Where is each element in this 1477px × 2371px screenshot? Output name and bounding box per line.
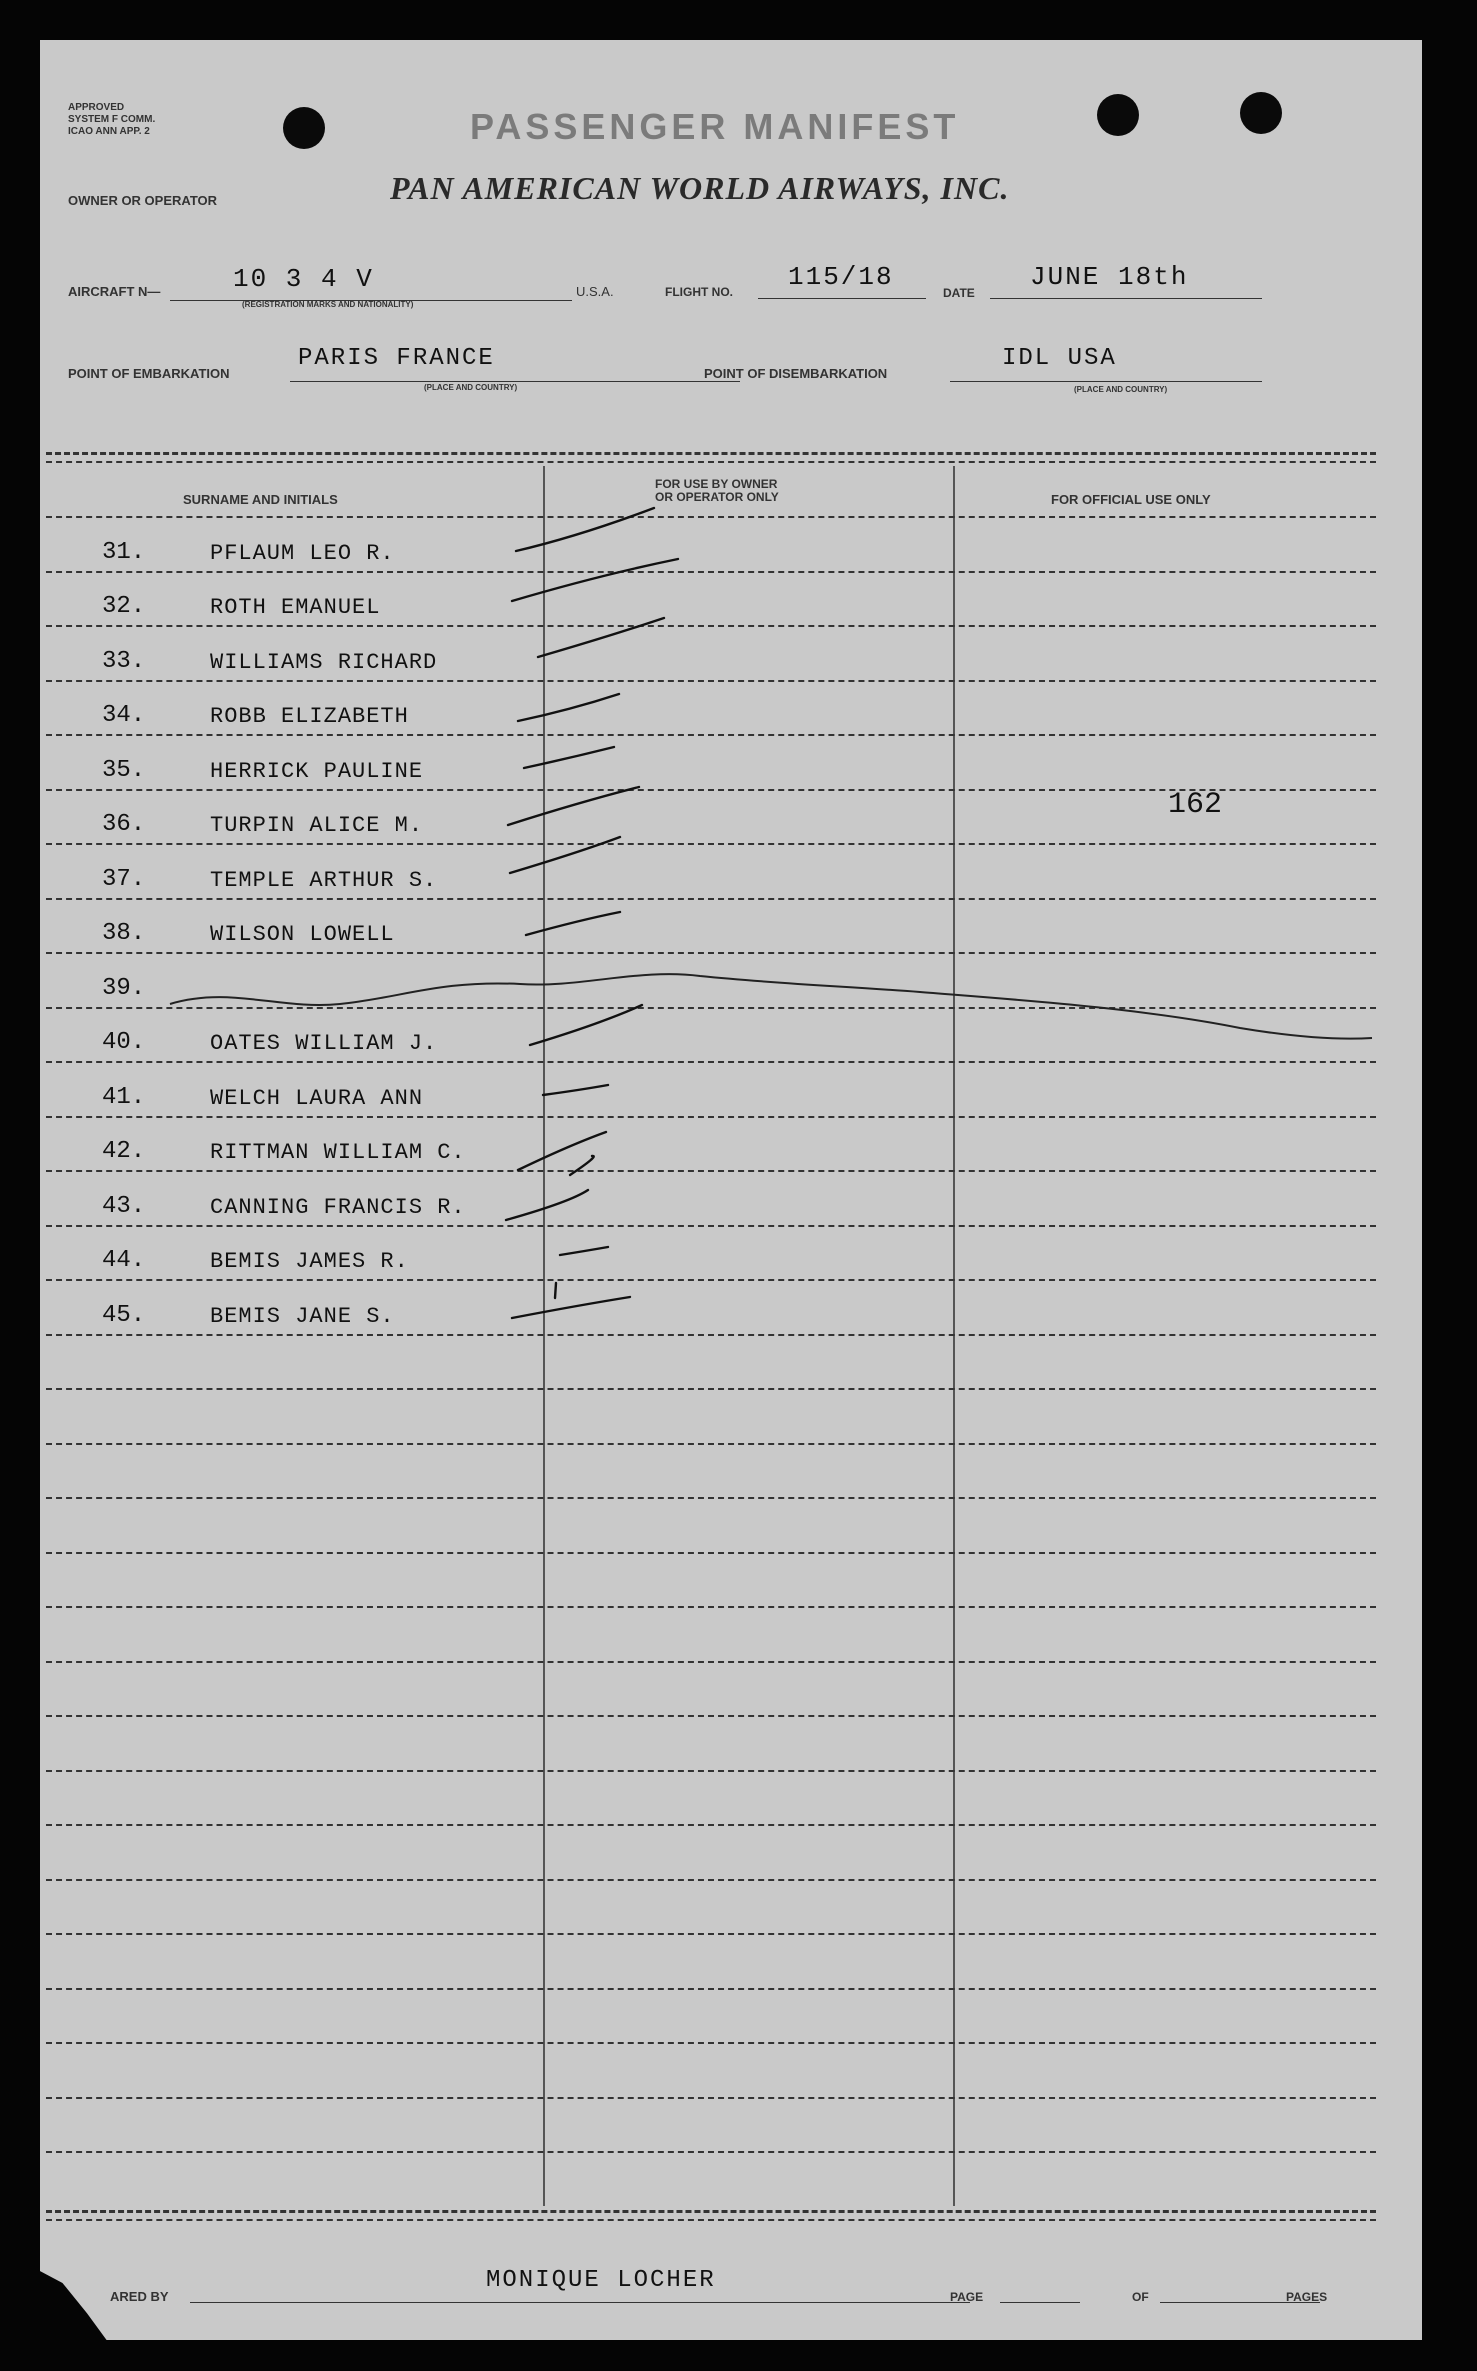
row-number: 42. — [102, 1138, 146, 1165]
official-note: 162 — [1168, 788, 1223, 822]
of-label: OF — [1132, 2290, 1149, 2304]
col-header-owner-line2: OR OPERATOR ONLY — [655, 490, 779, 504]
passenger-name: RITTMAN WILLIAM C. — [210, 1140, 466, 1165]
row-number: 34. — [102, 702, 146, 729]
approval-line-3: ICAO ANN APP. 2 — [68, 126, 150, 137]
embark-sublabel: (PLACE AND COUNTRY) — [424, 383, 518, 392]
row-number: 40. — [102, 1029, 146, 1056]
disembark-value: IDL USA — [1002, 345, 1117, 372]
disembark-label: POINT OF DISEMBARKATION — [704, 366, 888, 381]
passenger-name: TURPIN ALICE M. — [210, 813, 424, 838]
passenger-name: TEMPLE ARTHUR S. — [210, 867, 438, 893]
page-title: PASSENGER MANIFEST — [470, 106, 960, 147]
date-label: DATE — [943, 286, 975, 300]
aircraft-sublabel: (REGISTRATION MARKS AND NATIONALITY) — [242, 300, 414, 309]
prepared-label: ARED BY — [110, 2289, 169, 2304]
owner-label: OWNER OR OPERATOR — [68, 193, 218, 208]
row-number: 35. — [102, 756, 146, 784]
flight-label: FLIGHT NO. — [665, 285, 733, 299]
row-number: 38. — [102, 920, 146, 947]
aircraft-value: 10 3 4 V — [233, 264, 374, 294]
row-number: 45. — [102, 1301, 146, 1329]
passenger-name: BEMIS JANE S. — [210, 1303, 395, 1329]
row-number: 31. — [102, 538, 146, 566]
passenger-name: OATES WILLIAM J. — [210, 1031, 438, 1056]
embark-value: PARIS FRANCE — [298, 345, 495, 372]
passenger-name: WILLIAMS RICHARD — [210, 649, 438, 675]
col-header-official: FOR OFFICIAL USE ONLY — [1051, 492, 1211, 507]
approval-line-2: SYSTEM F COMM. — [68, 114, 156, 125]
date-value: JUNE 18th — [1030, 262, 1189, 292]
approval-line-1: APPROVED — [68, 102, 125, 113]
aircraft-label: AIRCRAFT N— — [68, 284, 161, 299]
col-header-name: SURNAME AND INITIALS — [183, 492, 338, 507]
row-number: 36. — [102, 811, 146, 838]
passenger-name: ROTH EMANUEL — [210, 595, 381, 620]
passenger-name: WELCH LAURA ANN — [210, 1085, 424, 1111]
passenger-name: ROBB ELIZABETH — [210, 704, 409, 729]
disembark-sublabel: (PLACE AND COUNTRY) — [1074, 385, 1168, 394]
check-marks — [40, 40, 1422, 2340]
usa-label: U.S.A. — [576, 284, 614, 299]
passenger-name: CANNING FRANCIS R. — [210, 1194, 466, 1220]
prepared-value: MONIQUE LOCHER — [486, 2267, 716, 2294]
row-number: 39. — [102, 974, 146, 1002]
passenger-name: BEMIS JAMES R. — [210, 1249, 409, 1274]
row-number: 37. — [102, 865, 146, 893]
manifest-page — [40, 40, 1422, 2340]
row-number: 33. — [102, 647, 146, 675]
pages-label: PAGES — [1286, 2290, 1328, 2304]
row-number: 43. — [102, 1192, 146, 1220]
row-number: 44. — [102, 1247, 146, 1274]
owner-value: PAN AMERICAN WORLD AIRWAYS, INC. — [390, 170, 1010, 206]
row-number: 41. — [102, 1083, 146, 1111]
flight-value: 115/18 — [788, 262, 894, 292]
passenger-name: WILSON LOWELL — [210, 922, 395, 947]
row-number: 32. — [102, 593, 146, 620]
passenger-name: HERRICK PAULINE — [210, 758, 424, 784]
col-header-owner-line1: FOR USE BY OWNER — [655, 477, 778, 491]
passenger-name: PFLAUM LEO R. — [210, 540, 395, 566]
page-label: PAGE — [950, 2290, 984, 2304]
embark-label: POINT OF EMBARKATION — [68, 366, 230, 381]
